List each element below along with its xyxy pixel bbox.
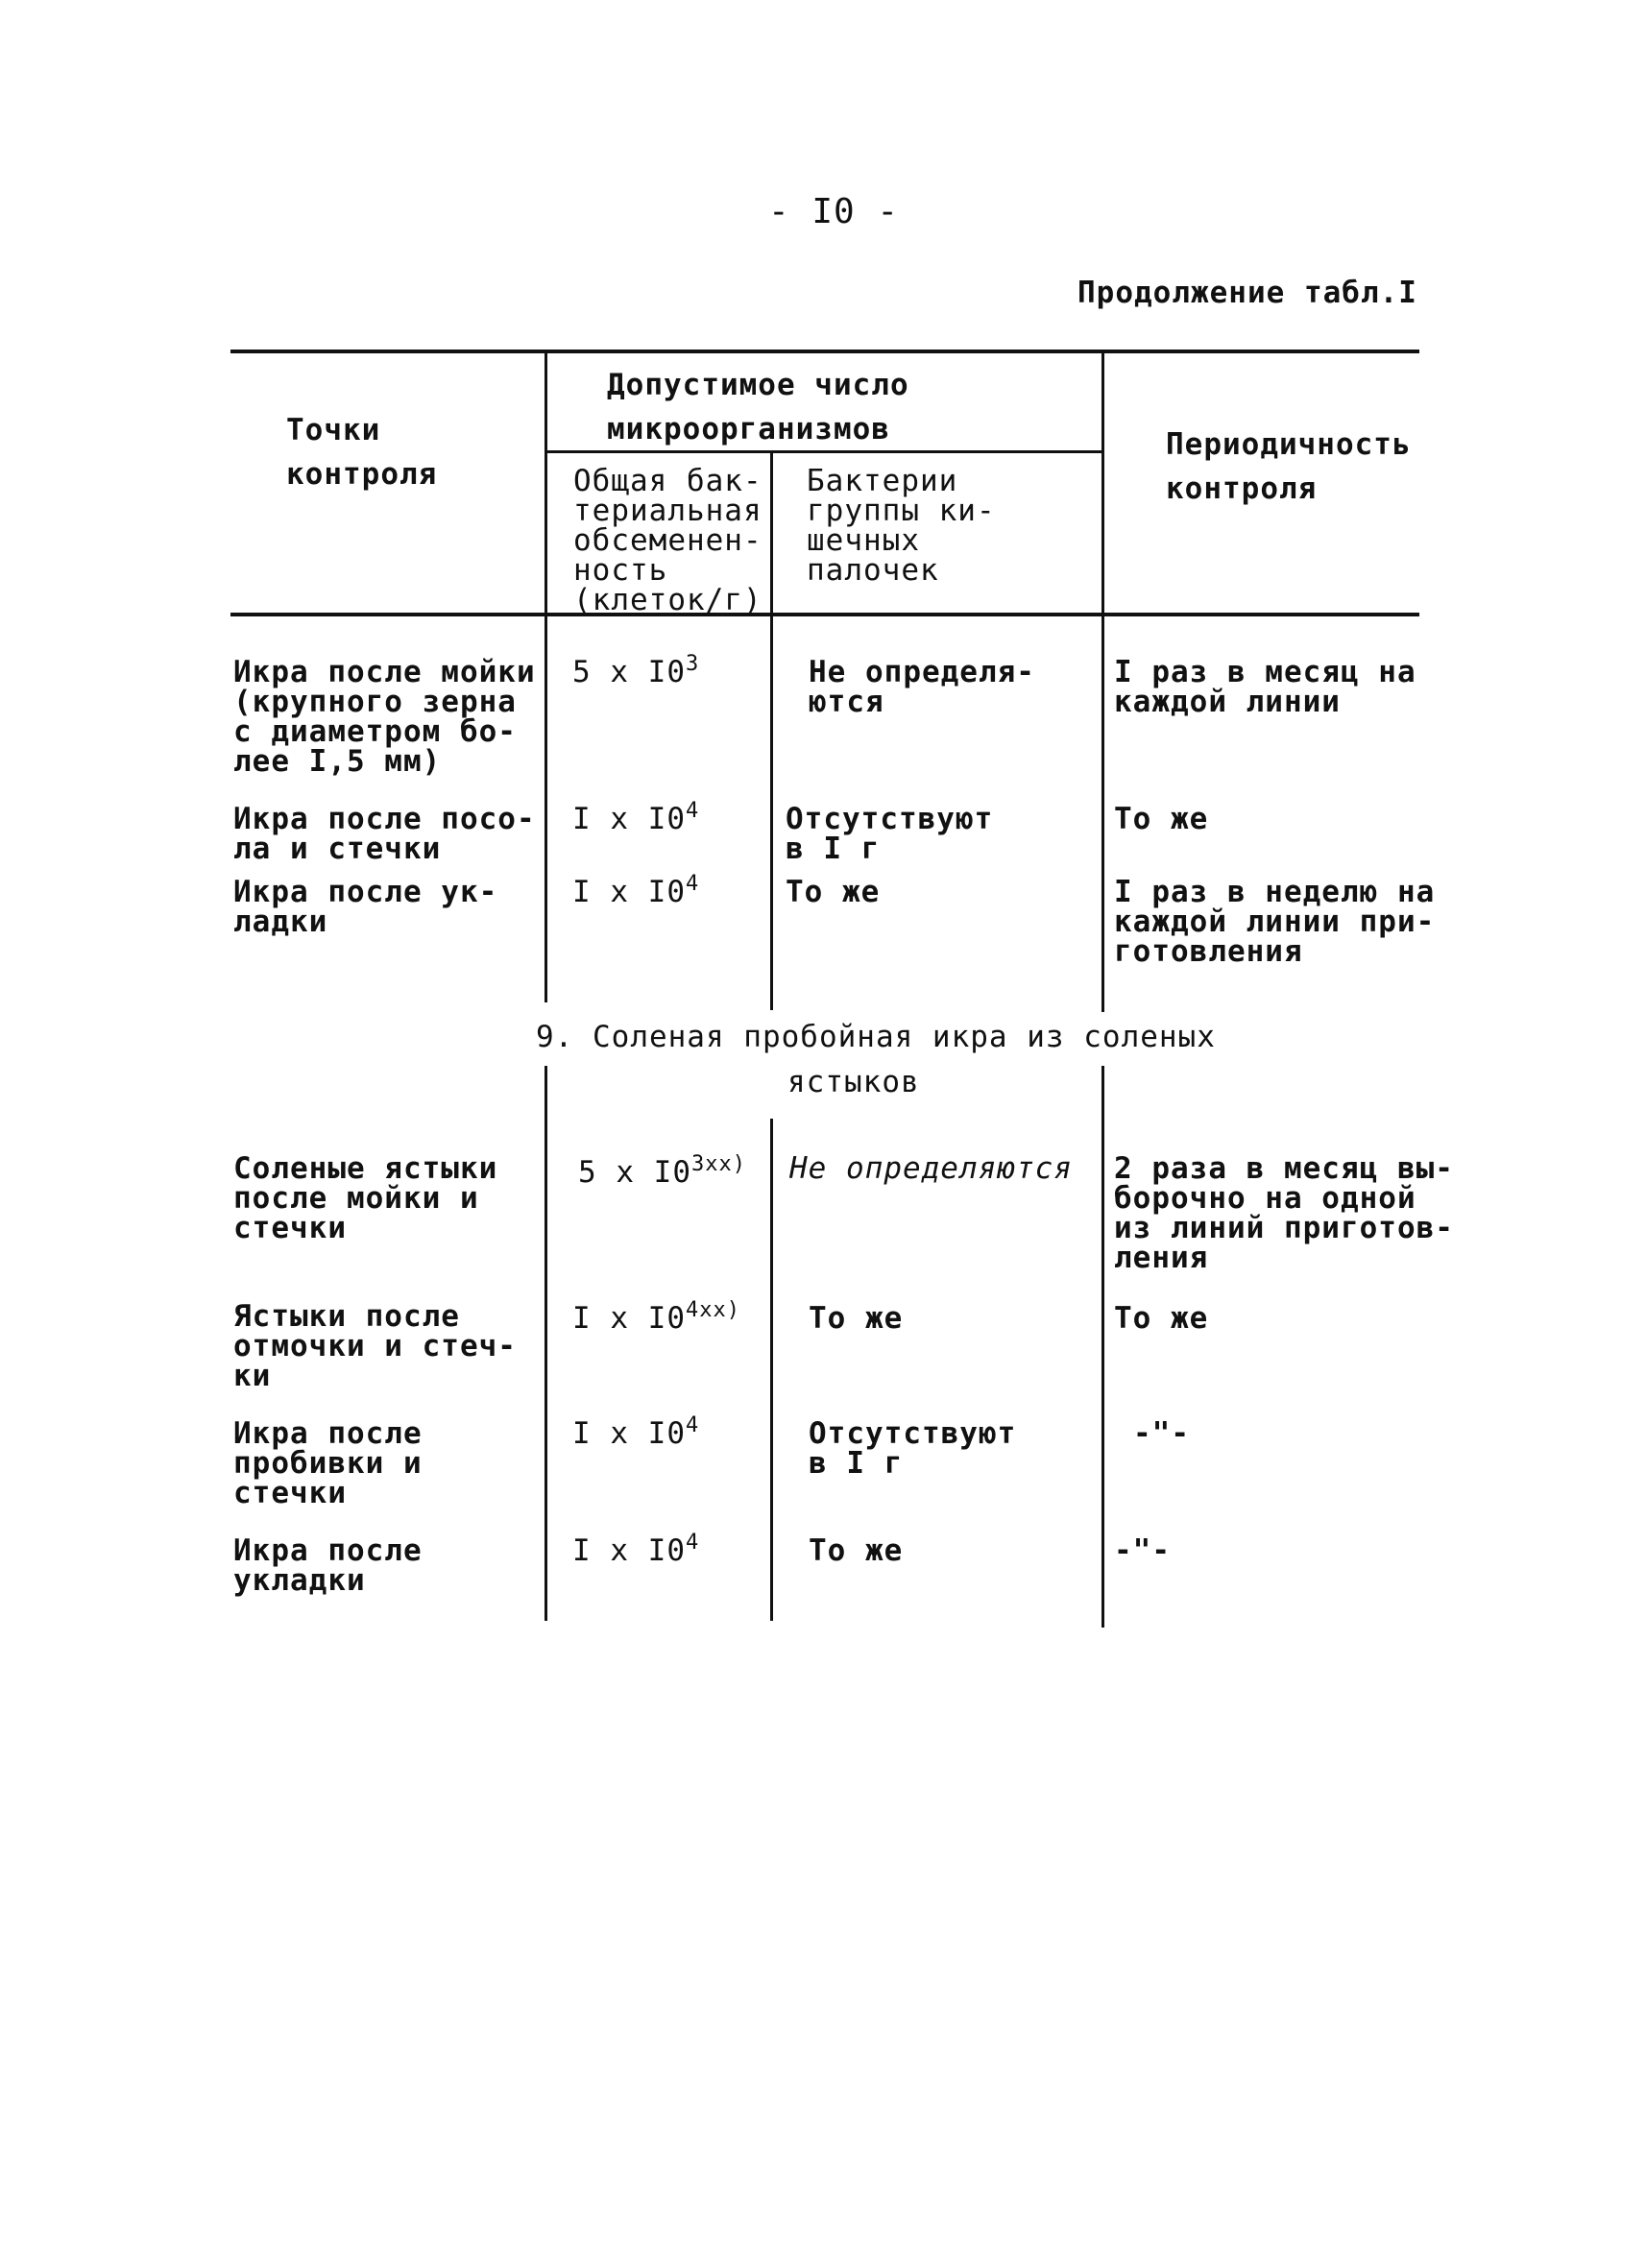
row1-total-exp: 3 [685,652,700,676]
row7-coli: То же [809,1533,904,1568]
row4-total-exp: 3xx) [690,1152,746,1176]
row1-period: I раз в месяц на каждой линии [1114,655,1416,719]
row3-total-base: I х I0 [572,875,686,909]
header-coli-bacteria: Бактерии группы ки- шечных палочек [807,464,996,588]
row2-period: То же [1114,802,1209,836]
row6-total-base: I х I0 [572,1416,686,1451]
page-number: - I0 - [768,192,900,231]
row1-coli: Не определя- ются [809,655,1035,719]
row7-total [572,1531,700,1568]
header-allowed-count: Допустимое число микроорганизмов [607,368,909,446]
column-divider-1 [545,350,547,1002]
row6-coli: Отсутствуют в I г [809,1416,1017,1481]
section2-title-line2: ястыков [787,1065,920,1099]
column-divider-3-section2 [1101,1066,1104,1628]
column-divider-2 [770,451,773,1010]
row4-total-base: 5 х I0 [578,1155,691,1190]
header-total-bacterial: Общая бак- териальная обсеменен- ность (клеток/г) [573,464,762,617]
row2-total [572,799,700,836]
column-divider-3 [1101,350,1104,1012]
row5-coli: То же [809,1301,904,1336]
row3-total [572,872,700,909]
row4-coli: Не определяются [789,1151,1073,1186]
header-periodicity: Периодичность контроля [1166,427,1412,506]
row5-total-base: I х I0 [572,1301,686,1336]
header-bottom-rule [230,613,1419,616]
row5-period: То же [1114,1301,1209,1336]
row7-total-base: I х I0 [572,1533,686,1568]
row2-total-base: I х I0 [572,802,686,836]
section2-title-line1: 9. Соленая пробойная икра из соленых [536,1020,1216,1054]
row4-total [578,1152,746,1190]
table-top-rule [230,350,1419,353]
row5-total [572,1298,740,1336]
row5-point: Ястыки после отмочки и стеч- ки [233,1299,517,1393]
row5-total-exp: 4xx) [685,1298,740,1322]
row4-point: Соленые ястыки после мойки и стечки [233,1151,498,1245]
row6-period: -"- [1133,1416,1190,1451]
header-points: Точки контроля [286,413,438,492]
row6-total-exp: 4 [685,1413,700,1437]
table-continuation-label: Продолжение табл.I [1077,276,1417,310]
row6-total [572,1413,700,1451]
row2-total-exp: 4 [685,799,700,823]
row3-coli: То же [786,875,881,909]
column-divider-2-section2 [770,1119,773,1621]
row4-period: 2 раза в месяц вы- борочно на одной из линий приготов- ления [1114,1151,1454,1275]
row1-point: Икра после мойки (крупного зерна с диаметром бо- лее I,5 мм) [233,655,536,779]
row3-period: I раз в неделю на каждой линии при- готовления [1114,875,1436,969]
row2-coli: Отсутствуют в I г [786,802,994,866]
row2-point: Икра после посо- ла и стечки [233,802,536,866]
row3-total-exp: 4 [685,872,700,896]
row1-total [572,652,700,689]
row6-point: Икра после пробивки и стечки [233,1416,423,1510]
row7-period: -"- [1114,1533,1171,1568]
row7-total-exp: 4 [685,1531,700,1555]
column-divider-1-section2 [545,1066,547,1621]
row1-total-base: 5 х I0 [572,655,686,689]
row7-point: Икра после укладки [233,1533,423,1598]
row3-point: Икра после ук- ладки [233,875,498,939]
